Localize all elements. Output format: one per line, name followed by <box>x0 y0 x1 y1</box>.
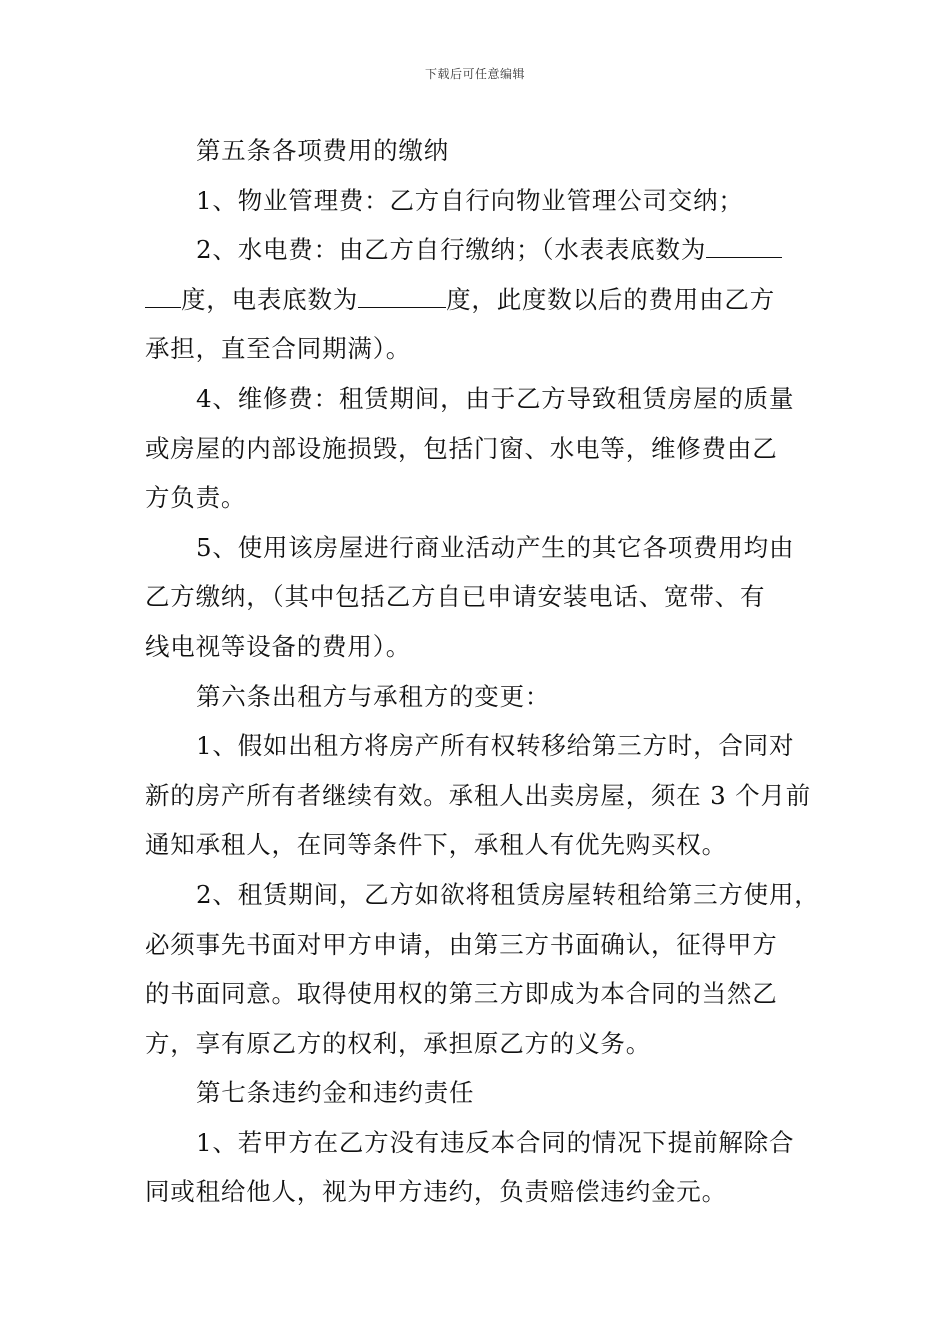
contract-body <box>145 126 820 1217</box>
article-5-item-4-line-1: 4、维修费：租赁期间，由于乙方导致租赁房屋的质量 <box>196 383 795 413</box>
article-5-item-4 <box>145 374 805 523</box>
article-5-item-2-line-2 <box>145 275 805 325</box>
article-6-item-2-line-4: 方，享有原乙方的权利，承担原乙方的义务。 <box>145 1028 651 1058</box>
article-5-item-2-line-1 <box>145 225 805 275</box>
article-5-item-2-text-a: 2、水电费：由乙方自行缴纳；（水表表底数为 <box>196 235 707 265</box>
water-reading-blank-cont <box>145 281 181 308</box>
electric-reading-blank <box>358 281 446 308</box>
page-header: 下载后可任意编辑 <box>424 67 525 81</box>
article-5-item-2-text-c: 度，此度数以后的费用由乙方 <box>446 284 776 314</box>
article-5-title: 第五条各项费用的缴纳 <box>196 136 449 165</box>
article-5-item-2 <box>145 225 805 374</box>
article-7-item-1-line-2: 同或租给他人，视为甲方违约，负责赔偿违约金元。 <box>145 1177 727 1207</box>
article-5-item-2-line-3: 承担，直至合同期满）。 <box>145 334 412 364</box>
article-5-item-4-line-3: 方负责。 <box>145 483 247 513</box>
article-7-item-1-line-1: 1、若甲方在乙方没有违反本合同的情况下提前解除合 <box>196 1127 795 1157</box>
article-5-item-5 <box>145 523 805 672</box>
article-6-title: 第六条出租方与承租方的变更： <box>196 681 551 711</box>
article-5-item-5-line-3: 线电视等设备的费用）。 <box>145 631 412 661</box>
article-6-item-2 <box>145 870 820 1068</box>
article-6-item-2-line-2: 必须事先书面对甲方申请，由第三方书面确认，征得甲方 <box>145 929 778 959</box>
article-5-item-5-line-2: 乙方缴纳，（其中包括乙方自已申请安装电话、宽带、有 <box>145 582 766 612</box>
article-6-item-1-line-3: 通知承租人，在同等条件下，承租人有优先购买权。 <box>145 830 727 860</box>
article-5-item-2-text-b: 度，电表底数为 <box>181 284 359 314</box>
article-6-item-1-line-2: 新的房产所有者继续有效。承租人出卖房屋，须在 3 个月前 <box>145 780 812 810</box>
water-reading-blank <box>706 231 782 258</box>
article-7-title: 第七条违约金和违约责任 <box>196 1078 475 1108</box>
article-7-item-1 <box>145 1118 805 1217</box>
article-6-item-1 <box>145 721 812 870</box>
article-6-item-2-line-1: 2、租赁期间，乙方如欲将租赁房屋转租给第三方使用， <box>196 879 820 909</box>
article-5-item-4-line-2: 或房屋的内部设施损毁，包括门窗、水电等，维修费由乙 <box>145 433 778 463</box>
article-6-item-1-line-1: 1、假如出租方将房产所有权转移给第三方时，合同对 <box>196 731 795 761</box>
article-6-item-2-line-3: 的书面同意。取得使用权的第三方即成为本合同的当然乙 <box>145 979 778 1009</box>
article-5-item-5-line-1: 5、使用该房屋进行商业活动产生的其它各项费用均由 <box>196 532 795 562</box>
article-5-item-1: 1、物业管理费：乙方自行向物业管理公司交纳； <box>196 185 744 215</box>
